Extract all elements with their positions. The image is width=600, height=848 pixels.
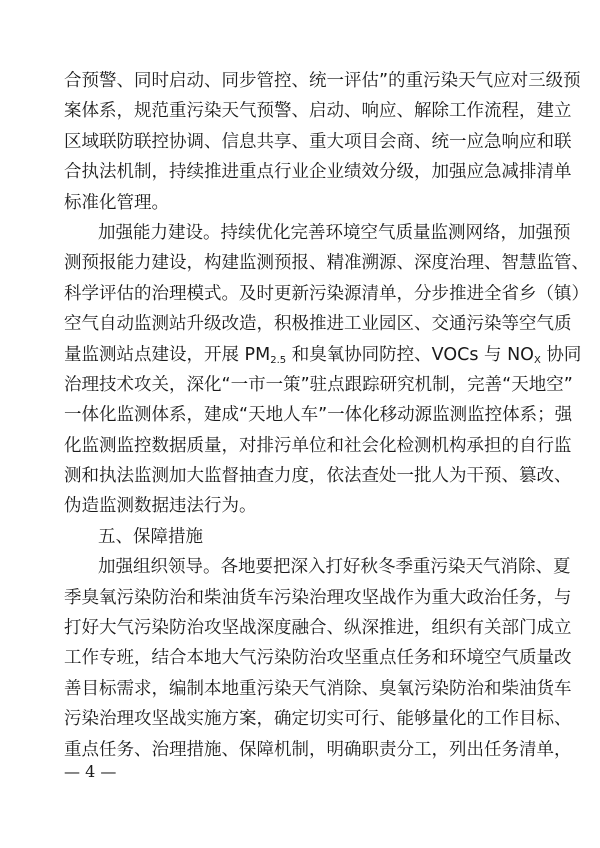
subscript: 2.5 — [270, 354, 287, 366]
text-line: 区域联防联控协调、信息共享、重大项目会商、统一应急响应和联 — [64, 131, 572, 152]
text-segment: 协同 — [540, 344, 582, 365]
text-line: 重点任务、治理措施、保障机制，明确职责分工，列出任务清单， — [64, 739, 572, 760]
document-body — [64, 66, 589, 765]
text-line: 合预警、同时启动、同步管控、统一评估”的重污染天气应对三级预 — [64, 71, 581, 91]
text-line: 标准化管理。 — [64, 192, 169, 213]
text-line: 五、保障措施 — [98, 526, 203, 547]
text-line: 空气自动监测站升级改造，积极推进工业园区、交通污染等空气质 — [64, 314, 572, 335]
text-line: 加强能力建设。持续优化完善环境空气质量监测网络，加强预 — [98, 222, 571, 243]
text-line — [64, 340, 582, 370]
text-line: 善目标需求，编制本地重污染天气消除、臭氧污染防治和柴油货车 — [64, 678, 572, 699]
text-segment: 和臭氧协同防控、VOCs 与 NO — [286, 344, 534, 365]
text-line: 季臭氧污染防治和柴油货车污染治理攻坚战作为重大政治任务，与 — [64, 587, 572, 608]
text-segment: 量监测站点建设，开展 PM — [64, 344, 271, 365]
text-line: 测预报能力建设，构建监测预报、精准溯源、深度治理、智慧监管、 — [64, 253, 589, 274]
subscript: X — [533, 354, 541, 366]
text-line: 伪造监测数据违法行为。 — [64, 496, 257, 517]
text-line: 合执法机制，持续推进重点行业企业绩效分级，加强应急减排清单 — [64, 162, 572, 183]
text-line: 化监测监控数据质量，对排污单位和社会化检测机构承担的自行监 — [64, 435, 572, 456]
text-line: 治理技术攻关，深化“一市一策”驻点跟踪研究机制，完善“天地空” — [64, 374, 573, 395]
text-line: 污染治理攻坚战实施方案，确定切实可行、能够量化的工作目标、 — [64, 709, 572, 730]
text-line: 加强组织领导。各地要把深入打好秋冬季重污染天气消除、夏 — [98, 557, 571, 578]
text-line: 案体系，规范重污染天气预警、启动、响应、解除工作流程，建立 — [64, 101, 572, 122]
text-line: 测和执法监测加大监督抽查力度，依法查处一批人为干预、篡改、 — [64, 466, 572, 487]
text-line: 一体化监测体系，建成“天地人车”一体化移动源监测监控体系；强 — [64, 405, 573, 426]
page-number: — 4 — — [64, 762, 117, 781]
text-line: 科学评估的治理模式。及时更新污染源清单，分步推进全省乡（镇） — [64, 283, 589, 304]
text-line: 工作专班，结合本地大气污染防治攻坚重点任务和环境空气质量改 — [64, 648, 572, 669]
text-line: 打好大气污染防治攻坚战深度融合、纵深推进，组织有关部门成立 — [64, 618, 572, 639]
